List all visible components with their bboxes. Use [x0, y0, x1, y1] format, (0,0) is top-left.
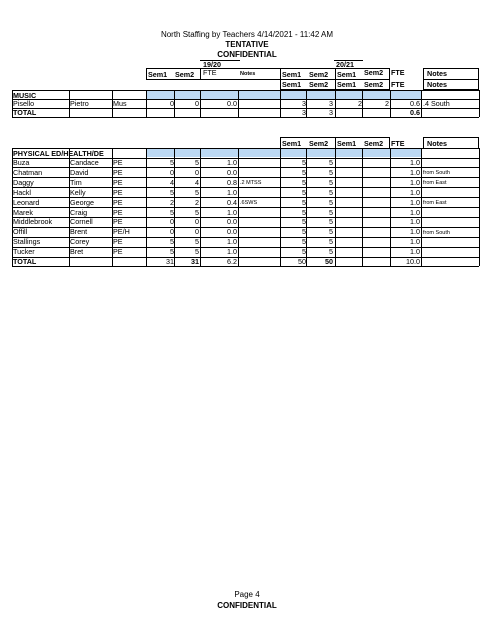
- sem1-1920: 0: [170, 227, 174, 237]
- grid-h: [12, 167, 479, 168]
- grid-v: [362, 90, 363, 117]
- notes-1920: .6SWS: [240, 200, 258, 207]
- fte-1920: 1.0: [227, 158, 237, 167]
- sem2-2021: 5: [329, 158, 333, 167]
- notes-2021: from South: [423, 229, 450, 236]
- sem1-1920: 0: [170, 167, 174, 177]
- col-fte: FTE: [203, 68, 217, 77]
- fte-2021: 1.0: [410, 247, 420, 257]
- teacher-first-name: Brent: [70, 227, 88, 237]
- sem1-1920: 2: [170, 197, 174, 207]
- sem2-1920: 5: [195, 158, 199, 167]
- col2-sem1: Sem1: [282, 80, 302, 89]
- sem1-1920: 0: [170, 217, 174, 227]
- teacher-last-name: Middlebrook: [13, 217, 53, 227]
- fte-2021: 1.0: [410, 217, 420, 227]
- grid-v: [306, 90, 307, 117]
- footer-confidential: CONFIDENTIAL: [217, 601, 277, 610]
- pe-col-sem2: Sem2: [309, 139, 329, 148]
- grid-v: [146, 148, 147, 266]
- sem2-1920: 0: [195, 227, 199, 237]
- grid-v: [69, 148, 70, 266]
- total-label: TOTAL: [13, 257, 37, 266]
- grid-v: [280, 148, 281, 266]
- fte-1920: 1.0: [227, 207, 237, 217]
- sem1-2021: 3: [302, 99, 306, 108]
- grid-v: [390, 90, 391, 117]
- fte-1920: 0.4: [227, 197, 237, 207]
- sem1-1920: 5: [170, 207, 174, 217]
- grid-h: [12, 237, 479, 238]
- music-section-title: MUSIC: [13, 91, 37, 100]
- grid-v: [174, 148, 175, 266]
- teacher-first-name: Candace: [70, 158, 99, 167]
- grid-v: [200, 148, 201, 266]
- total-label: TOTAL: [13, 108, 37, 117]
- grid-h: [12, 187, 479, 188]
- grid-h: [12, 217, 479, 218]
- col2-fte: FTE: [391, 80, 405, 89]
- col-sem2-b: Sem2: [309, 70, 329, 79]
- sem2-1920: 5: [195, 187, 199, 197]
- fte-2021: 1.0: [410, 177, 420, 187]
- notes-2021: from East: [423, 180, 447, 187]
- col-sem2: Sem2: [175, 70, 195, 79]
- grid-v: [238, 90, 239, 117]
- sem2-2021: 5: [329, 197, 333, 207]
- year-curr-underline: [334, 60, 363, 61]
- fte-2021: 1.0: [410, 227, 420, 237]
- sem2-1920: 5: [195, 247, 199, 257]
- sem1-2021: 5: [302, 237, 306, 247]
- pe-col-sem2-b: Sem2: [364, 139, 384, 148]
- sem1-1920: 5: [170, 237, 174, 247]
- grid-h: [12, 266, 479, 267]
- teacher-first-name: David: [70, 167, 89, 177]
- tentative-label: TENTATIVE: [225, 40, 269, 49]
- pe-col-sem1: Sem1: [282, 139, 302, 148]
- sem2-2021: 5: [329, 207, 333, 217]
- grid-h: [12, 207, 479, 208]
- fte-2021: 1.0: [410, 187, 420, 197]
- fte-1920: 1.0: [227, 237, 237, 247]
- grid-h: [12, 197, 479, 198]
- grid-h: [12, 148, 479, 149]
- sem2-2021: 5: [329, 187, 333, 197]
- total-fte-1920: 6.2: [227, 257, 237, 266]
- sem1-2021: 5: [302, 187, 306, 197]
- col2-sem2-b: Sem2: [364, 80, 384, 89]
- sem2-1920: 0: [195, 217, 199, 227]
- total-sem2-2021: 50: [325, 257, 333, 266]
- teacher-last-name: Offill: [13, 227, 28, 237]
- teacher-last-name: Tucker: [13, 247, 35, 257]
- grid-h: [12, 257, 479, 258]
- sem1-2021: 5: [302, 158, 306, 167]
- sem2-2021: 5: [329, 237, 333, 247]
- grid-v: [479, 90, 480, 117]
- fte-1920: 0.8: [227, 177, 237, 187]
- confidential-label: CONFIDENTIAL: [217, 50, 277, 59]
- pe-col-notes: Notes: [427, 139, 447, 148]
- grid-h: [12, 177, 479, 178]
- col-sem2-c: Sem2: [364, 68, 384, 77]
- report-title: North Staffing by Teachers 4/14/2021 - 11:42 AM: [160, 30, 334, 39]
- sem2-2021: 5: [329, 167, 333, 177]
- fte-2021: 1.0: [410, 197, 420, 207]
- sem1-2021-b: 2: [358, 99, 362, 108]
- grid-v: [200, 90, 201, 117]
- notes-2021: .4 South: [423, 99, 450, 108]
- teacher-subject: PE: [113, 167, 123, 177]
- total-sem1-1920: 31: [166, 257, 174, 266]
- notes-2021: from East: [423, 200, 447, 207]
- teacher-first-name: George: [70, 197, 94, 207]
- sem2-1920: 5: [195, 207, 199, 217]
- grid-v: [174, 90, 175, 117]
- sem2-1920: 4: [195, 177, 199, 187]
- teacher-subject: Mus: [113, 99, 127, 108]
- col-notes-b: Notes: [427, 69, 447, 78]
- total-fte-2021: 10.0: [406, 257, 420, 266]
- sem1-2021: 5: [302, 207, 306, 217]
- pe-col-sem1-b: Sem1: [337, 139, 357, 148]
- sem2-1920: 5: [195, 237, 199, 247]
- pe-col-fte: FTE: [391, 139, 405, 148]
- grid-v: [112, 90, 113, 117]
- music-title-shading: [146, 91, 421, 99]
- teacher-last-name: Chatman: [13, 167, 43, 177]
- fte-1920: 0.0: [227, 227, 237, 237]
- teacher-last-name: Stallings: [13, 237, 41, 247]
- teacher-subject: PE/H: [113, 227, 130, 237]
- grid-v: [306, 148, 307, 266]
- teacher-first-name: Corey: [70, 237, 90, 247]
- music-rule-top: [12, 90, 479, 91]
- sem2-2021: 5: [329, 247, 333, 257]
- grid-v: [69, 90, 70, 117]
- teacher-last-name: Hackl: [13, 187, 31, 197]
- sem2-1920: 0: [195, 99, 199, 108]
- teacher-subject: PE: [113, 158, 123, 167]
- teacher-first-name: Cornell: [70, 217, 93, 227]
- grid-h: [12, 247, 479, 248]
- teacher-subject: PE: [113, 197, 123, 207]
- music-rule-bottom: [12, 117, 479, 118]
- pe-section-title: PHYSICAL ED/HEALTH/DE: [13, 149, 104, 158]
- teacher-first-name: Tim: [70, 177, 82, 187]
- teacher-first-name: Kelly: [70, 187, 86, 197]
- fte-2021: 1.0: [410, 207, 420, 217]
- fte-1920: 0.0: [227, 99, 237, 108]
- total-sem2-2021: 3: [329, 108, 333, 117]
- sem2-2021: 5: [329, 217, 333, 227]
- col-notes: Notes: [240, 71, 256, 77]
- fte-1920: 0.0: [227, 217, 237, 227]
- grid-v: [335, 90, 336, 117]
- grid-v: [280, 90, 281, 117]
- sem1-2021: 5: [302, 177, 306, 187]
- grid-v: [390, 148, 391, 266]
- grid-v: [479, 148, 480, 266]
- sem1-1920: 0: [170, 99, 174, 108]
- teacher-subject: PE: [113, 187, 123, 197]
- notes-2021: from South: [423, 170, 450, 177]
- sem1-1920: 5: [170, 187, 174, 197]
- sem1-1920: 5: [170, 158, 174, 167]
- sem2-1920: 0: [195, 167, 199, 177]
- sem2-2021-b: 2: [385, 99, 389, 108]
- sem2-2021: 5: [329, 177, 333, 187]
- fte-2021: 1.0: [410, 237, 420, 247]
- teacher-last-name: Marek: [13, 207, 33, 217]
- col-sem1-c: Sem1: [337, 70, 357, 79]
- teacher-first-name: Pietro: [70, 99, 89, 108]
- grid-v: [12, 90, 13, 117]
- fte-1920: 0.0: [227, 167, 237, 177]
- grid-h: [12, 158, 479, 159]
- teacher-last-name: Pisello: [13, 99, 35, 108]
- teacher-first-name: Bret: [70, 247, 84, 257]
- sem1-2021: 5: [302, 247, 306, 257]
- col2-sem2: Sem2: [309, 80, 329, 89]
- teacher-last-name: Daggy: [13, 177, 34, 187]
- fte-1920: 1.0: [227, 247, 237, 257]
- total-sem2-1920: 31: [191, 257, 199, 266]
- grid-v: [362, 148, 363, 266]
- teacher-subject: PE: [113, 217, 123, 227]
- sem2-2021: 3: [329, 99, 333, 108]
- grid-v: [238, 148, 239, 266]
- grid-h: [12, 227, 479, 228]
- sem1-1920: 4: [170, 177, 174, 187]
- total-sem1-2021: 50: [298, 257, 306, 266]
- page-number: Page 4: [234, 590, 260, 599]
- notes-1920: .2 MTSS: [240, 180, 262, 187]
- grid-v: [421, 90, 422, 117]
- teacher-first-name: Craig: [70, 207, 88, 217]
- fte-2021: 1.0: [410, 167, 420, 177]
- col-sem1: Sem1: [148, 70, 168, 79]
- grid-v: [112, 148, 113, 266]
- sem1-1920: 5: [170, 247, 174, 257]
- teacher-subject: PE: [113, 247, 123, 257]
- sem1-2021: 5: [302, 197, 306, 207]
- sem1-2021: 5: [302, 167, 306, 177]
- teacher-subject: PE: [113, 237, 123, 247]
- col-fte-b: FTE: [391, 68, 405, 77]
- total-fte-2021: 0.6: [410, 108, 420, 117]
- col2-sem1-b: Sem1: [337, 80, 357, 89]
- sem2-1920: 2: [195, 197, 199, 207]
- year-prev-underline: [200, 60, 240, 61]
- grid-v: [421, 148, 422, 266]
- year-curr-label: 20/21: [336, 60, 354, 69]
- teacher-subject: PE: [113, 177, 123, 187]
- col-sem1-b: Sem1: [282, 70, 302, 79]
- grid-v: [335, 148, 336, 266]
- fte-2021: 1.0: [410, 158, 420, 167]
- sem1-2021: 5: [302, 217, 306, 227]
- total-sem1-2021: 3: [302, 108, 306, 117]
- teacher-last-name: Buza: [13, 158, 30, 167]
- grid-v: [146, 90, 147, 117]
- year-prev-label: 19/20: [203, 60, 221, 69]
- col2-notes: Notes: [427, 80, 447, 89]
- teacher-subject: PE: [113, 207, 123, 217]
- grid-v: [12, 148, 13, 266]
- pe-title-shading: [146, 149, 421, 157]
- teacher-last-name: Leonard: [13, 197, 40, 207]
- fte-2021: 0.6: [410, 99, 420, 108]
- fte-1920: 1.0: [227, 187, 237, 197]
- sem2-2021: 5: [329, 227, 333, 237]
- sem1-2021: 5: [302, 227, 306, 237]
